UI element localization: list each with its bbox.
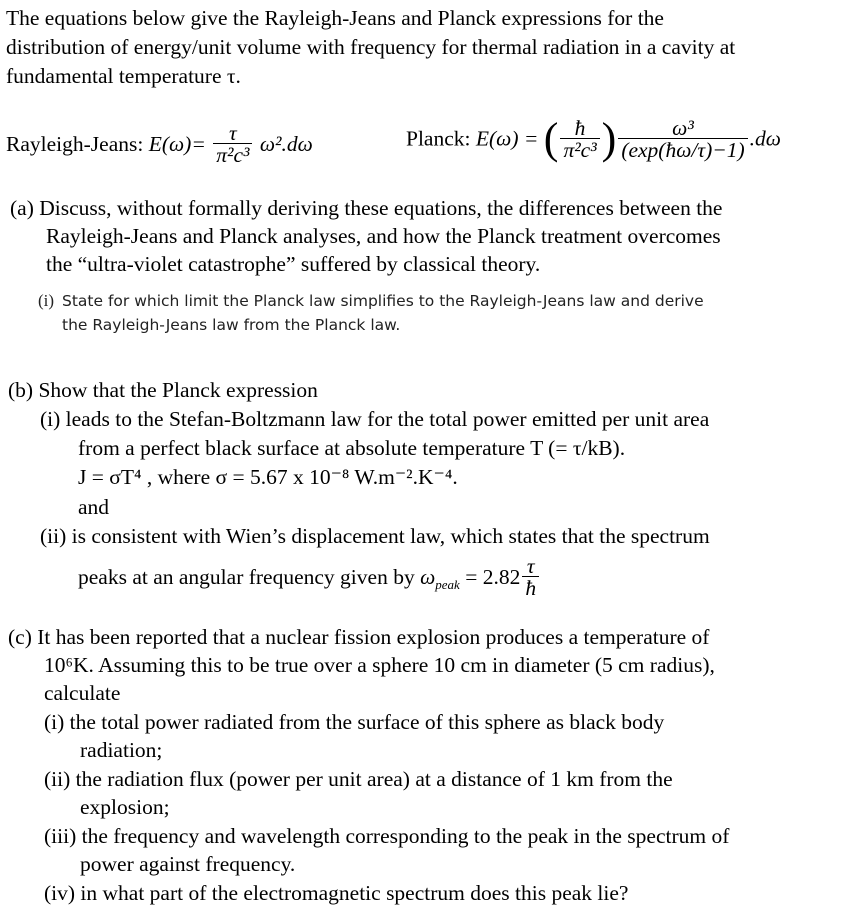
planck-numerator-1: ħ (560, 118, 599, 139)
planck-label: Planck: (406, 126, 471, 151)
part-b-and: and (78, 495, 110, 519)
part-a-sub-i-marker: (i) (38, 291, 55, 310)
intro-line-1: The equations below give the Rayleigh-Jeans and Planck expressions for the (6, 6, 664, 30)
part-a-line-2: Rayleigh-Jeans and Planck analyses, and how the Planck treatment overcomes (46, 224, 721, 248)
planck-fraction-2 (618, 115, 747, 162)
part-c-ii-line-1: (ii) the radiation flux (power per unit area) at a distance of 1 km from the (44, 767, 673, 791)
part-b-line-1: (b) Show that the Planck expression (8, 378, 318, 402)
planck-fraction-1 (560, 115, 599, 162)
part-a-sub-i-line-1: State for which limit the Planck law simplifies to the Rayleigh-Jeans law and derive (62, 292, 704, 310)
part-c-line-2: 10⁶K. Assuming this to be true over a sphere 10 cm in diameter (5 cm radius), (44, 653, 715, 677)
rayleigh-jeans-equation (6, 123, 313, 166)
wien-denominator: ħ (525, 576, 537, 600)
part-c-line-3: calculate (44, 681, 121, 705)
part-b-i-line-1: (i) leads to the Stefan-Boltzmann law for the total power emitted per unit area (40, 407, 710, 431)
wien-equals: = 2.82 (465, 565, 521, 589)
planck-tail: .dω (749, 126, 781, 151)
part-c-iii-line-2: power against frequency. (80, 852, 296, 876)
part-c-ii-line-2: explosion; (80, 795, 170, 819)
part-a-sub-i-line-2: the Rayleigh-Jeans law from the Planck law. (62, 316, 401, 334)
rj-tail: ω².dω (259, 132, 313, 156)
planck-lhs: E(ω) = (475, 126, 539, 151)
right-paren: ) (601, 114, 617, 163)
wien-numerator: τ (522, 556, 539, 577)
planck-equation (406, 114, 781, 163)
wien-lhs: ω (420, 565, 436, 589)
part-a-line-3: the “ultra-violet catastrophe” suffered by classical theory. (46, 252, 541, 276)
planck-numerator-2: ω³ (618, 118, 747, 139)
rj-numerator: τ (213, 123, 252, 144)
rj-fraction (213, 123, 252, 166)
wien-subscript: peak (435, 577, 460, 592)
left-paren: ( (543, 114, 559, 163)
rj-denominator: π²c³ (216, 143, 250, 167)
part-c-iv-line-1: (iv) in what part of the electromagnetic spectrum does this peak lie? (44, 881, 629, 905)
part-c-iii-line-1: (iii) the frequency and wavelength corresponding to the peak in the spectrum of (44, 824, 730, 848)
part-c-i-line-1: (i) the total power radiated from the surface of this sphere as black body (44, 710, 665, 734)
rj-label: Rayleigh-Jeans: (6, 132, 144, 156)
intro-line-3: fundamental temperature τ. (6, 64, 241, 88)
part-b-ii-line-1: (ii) is consistent with Wien’s displacement law, which states that the spectrum (40, 524, 710, 548)
planck-denominator-2: (exp(ħω/τ)−1) (621, 137, 745, 162)
part-c-line-1: (c) It has been reported that a nuclear fission explosion produces a temperature of (8, 625, 710, 649)
part-b-ii-line-2: peaks at an angular frequency given by (78, 565, 415, 589)
part-b-i-line-3: J = σT⁴ , where σ = 5.67 x 10⁻⁸ W.m⁻².K⁻⁴. (78, 465, 458, 489)
part-a-line-1: (a) Discuss, without formally deriving these equations, the differences between the (10, 196, 723, 220)
intro-line-2: distribution of energy/unit volume with frequency for thermal radiation in a cavity at (6, 35, 736, 59)
planck-denominator-1: π²c³ (563, 137, 597, 162)
part-b-i-line-2: from a perfect black surface at absolute temperature T (= τ/kB). (78, 436, 626, 460)
wien-law-line (78, 556, 541, 599)
rj-lhs: E(ω)= (148, 132, 206, 156)
wien-fraction (522, 556, 539, 599)
wien-omega (420, 565, 460, 592)
part-c-i-line-2: radiation; (80, 738, 163, 762)
